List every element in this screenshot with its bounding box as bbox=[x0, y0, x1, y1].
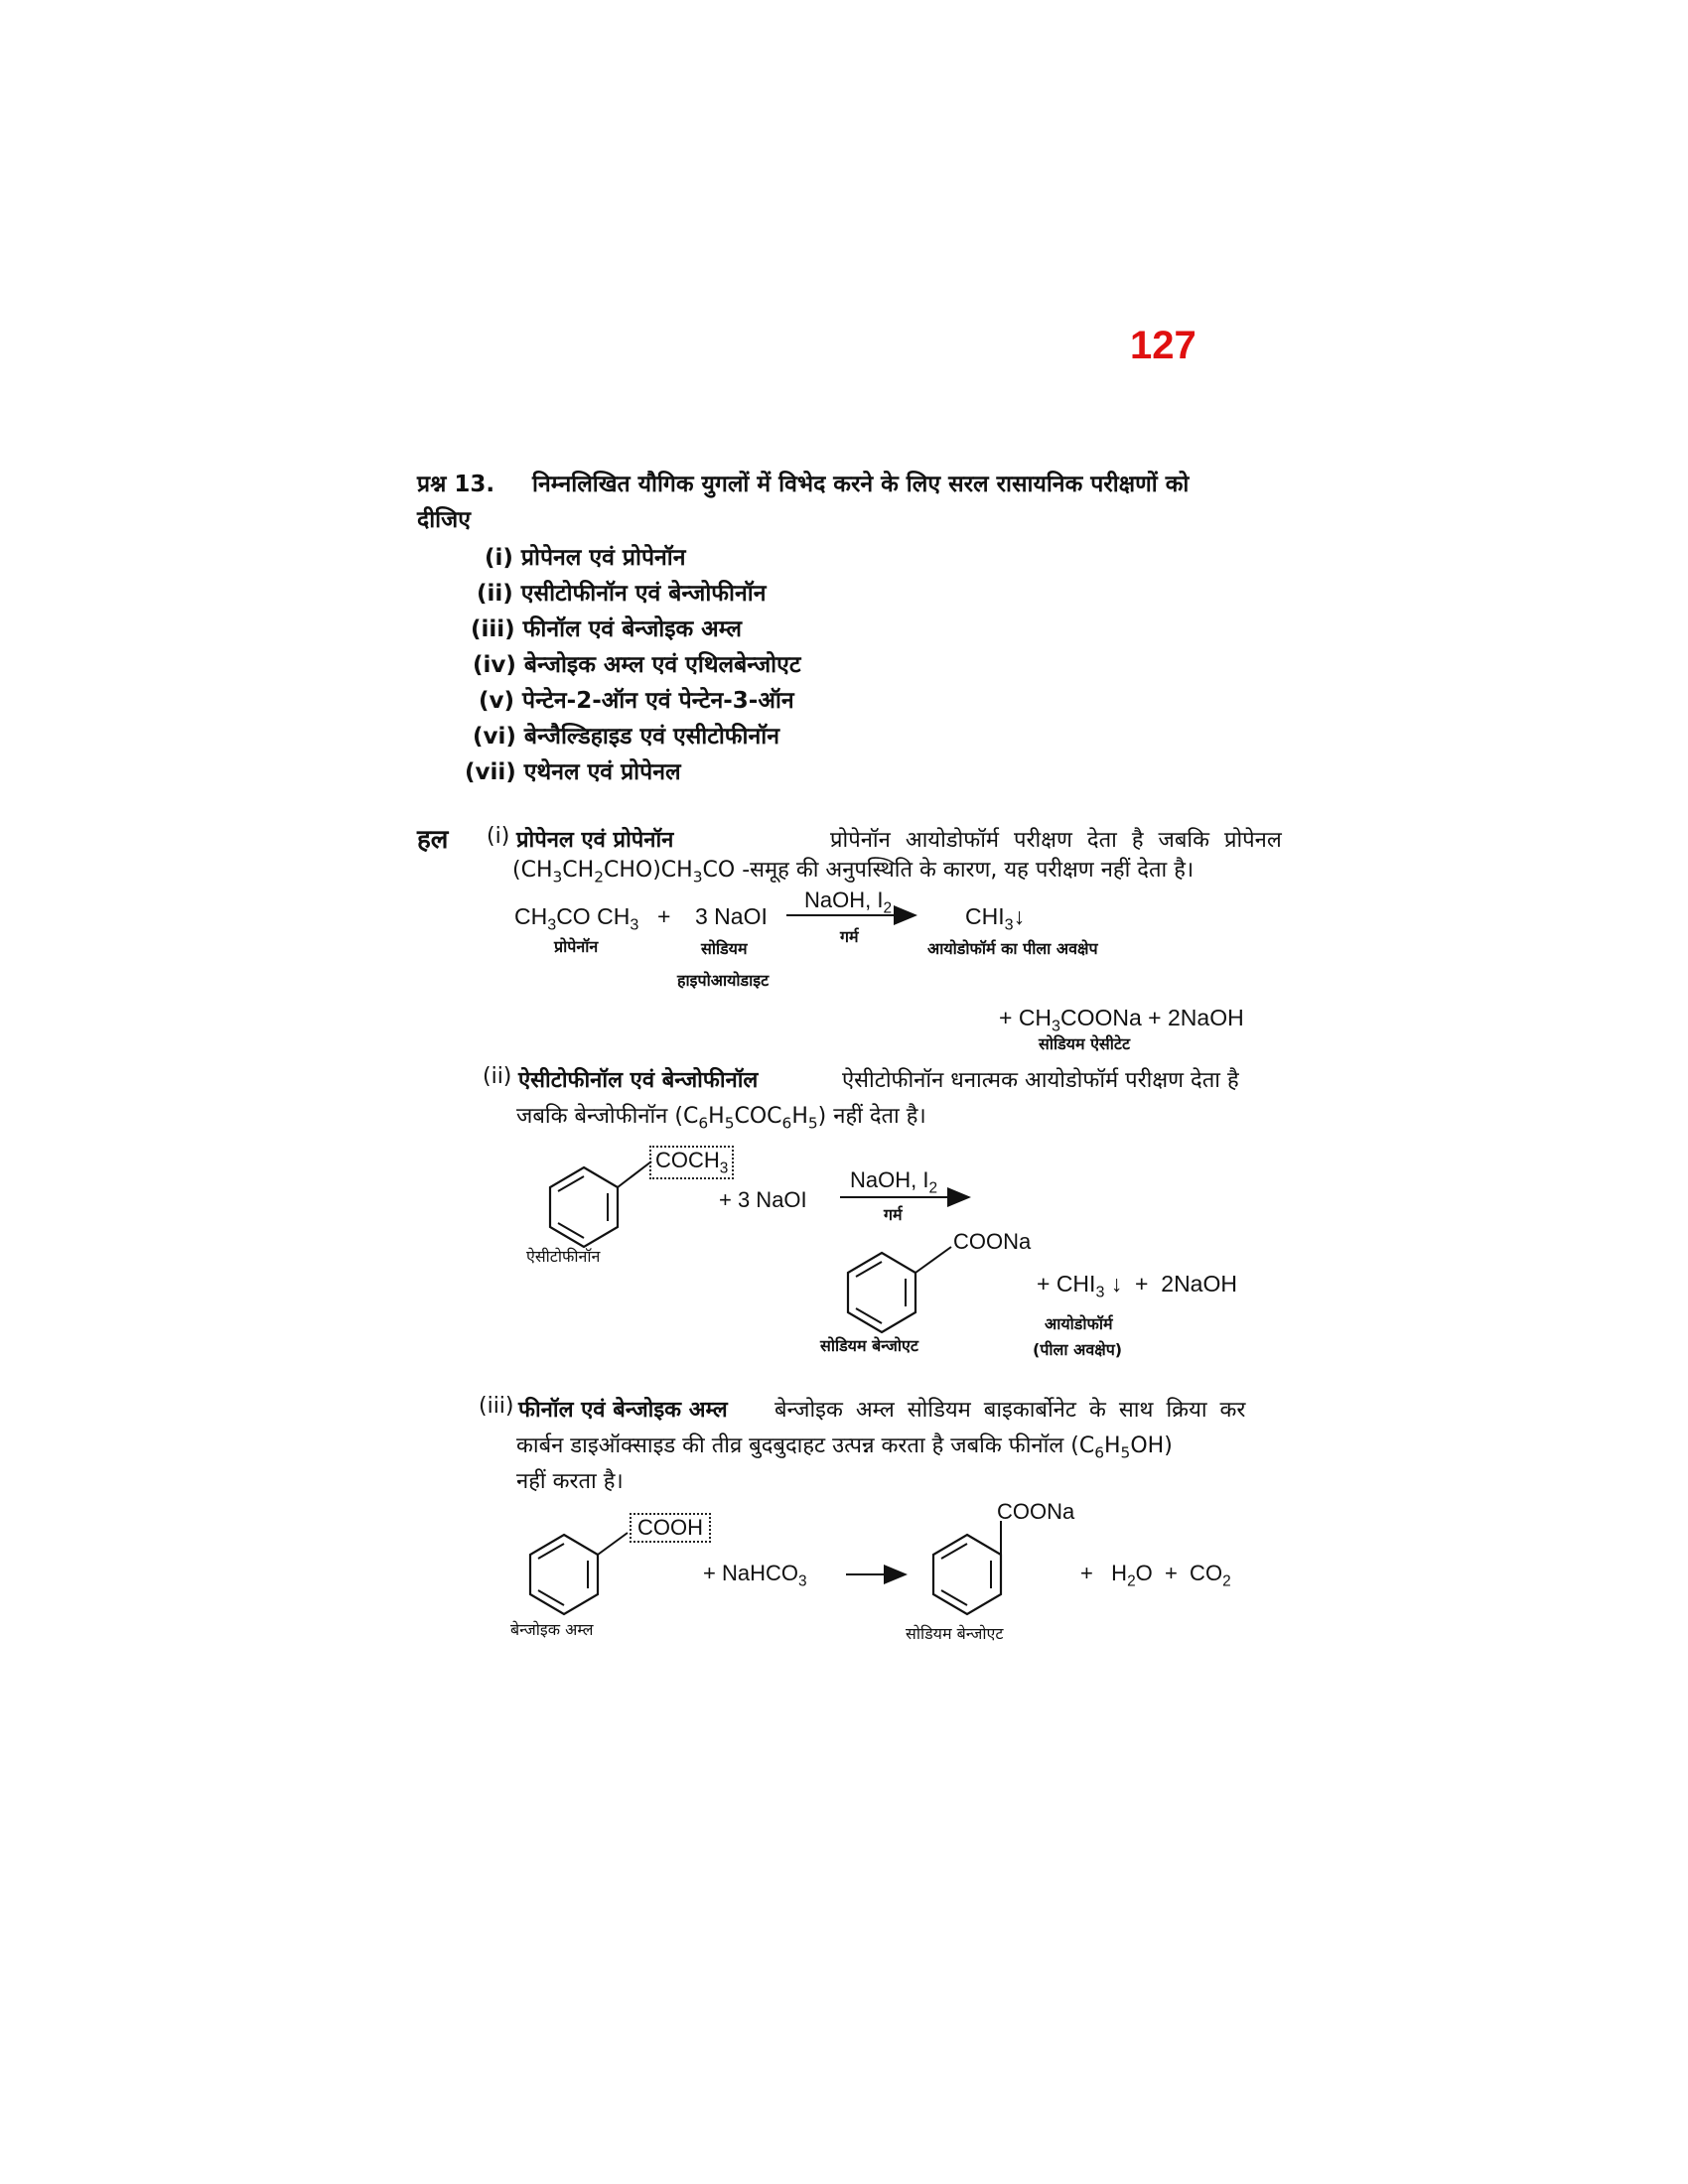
part2-text2: जबकि बेन्जोफीनॉन $(C_6H_5COC_6H_5)$ नहीं देता है। bbox=[516, 1104, 926, 1133]
eq2-byproducts: + $CHI_3$ ↓ + 2NaOH bbox=[1037, 1271, 1237, 1301]
eq1-product-line2: + $CH_3COONa$ + 2NaOH bbox=[999, 1005, 1244, 1035]
eq3-product-group: COONa bbox=[997, 1499, 1075, 1524]
benzene-ring-acetophenone bbox=[550, 1161, 651, 1247]
eq2-product-group: COONa bbox=[953, 1229, 1032, 1254]
eq2-group: $COCH_3$ bbox=[649, 1146, 734, 1179]
eq2-label-by2: (पीला अवक्षेप) bbox=[1033, 1340, 1123, 1359]
option-1: (i) प्रोपेनल एवं प्रोपेनॉन bbox=[485, 545, 686, 571]
question-label: प्रश्न 13. bbox=[417, 472, 495, 497]
part3-number: (iii) bbox=[479, 1394, 514, 1419]
eq1-label-r2a: सोडियम bbox=[701, 939, 748, 958]
part3-heading: फीनॉल एवं बेन्जोइक अम्ल bbox=[518, 1398, 728, 1423]
benzene-ring-sodium-benzoate-2 bbox=[933, 1521, 1001, 1614]
eq2-label-product: सोडियम बेन्जोएट bbox=[820, 1336, 918, 1355]
eq2-label-reactant: ऐसीटोफीनॉन bbox=[526, 1247, 601, 1266]
eq3-byproducts: + $H_2O + CO_2$ bbox=[1080, 1561, 1231, 1590]
part1-number: (i) bbox=[487, 824, 510, 849]
option-2: (ii) एसीटोफीनॉन एवं बेन्जोफीनॉन bbox=[477, 581, 767, 607]
part2-text1: ऐसीटोफीनॉन धनात्मक आयोडोफॉर्म परीक्षण देता है bbox=[842, 1068, 1239, 1093]
eq2-plus: + 3 NaOI bbox=[719, 1187, 807, 1212]
option-4: (iv) बेन्जोइक अम्ल एवं एथिलबेन्जोएट bbox=[473, 652, 801, 678]
part2-heading: ऐसीटोफीनॉल एवं बेन्जोफीनॉल bbox=[518, 1068, 759, 1093]
eq2-condition: गर्म bbox=[884, 1205, 903, 1224]
part3-text1: बेन्जोइक अम्ल सोडियम बाइकार्बोनेट के साथ क्रिया कर bbox=[774, 1398, 1246, 1423]
eq3-label-reactant: बेन्जोइक अम्ल bbox=[510, 1620, 594, 1639]
question-text-line2: दीजिए bbox=[417, 507, 471, 533]
option-5: (v) पेन्टेन-2-ऑन एवं पेन्टेन-3-ऑन bbox=[479, 688, 794, 714]
eq2-reagent: NaOH, $I_2$ bbox=[850, 1167, 938, 1197]
eq3-reagent: + NaHCO$_3$ bbox=[703, 1561, 807, 1590]
part3-text3: नहीं करता है। bbox=[516, 1469, 624, 1494]
eq1-label-r2b: हाइपोआयोडाइट bbox=[677, 971, 770, 990]
eq1-condition: गर्म bbox=[840, 927, 859, 946]
eq1-product1: $CHI_3↓$ bbox=[965, 903, 1026, 934]
eq3-group: COOH bbox=[630, 1513, 711, 1543]
eq1-plus: + bbox=[657, 903, 671, 929]
part2-number: (ii) bbox=[483, 1064, 512, 1089]
option-6: (vi) बेन्जैल्डिहाइड एवं एसीटोफीनॉन bbox=[473, 724, 779, 750]
eq1-label-p1: आयोडोफॉर्म का पीला अवक्षेप bbox=[927, 939, 1098, 958]
part1-text1: प्रोपेनॉन आयोडोफॉर्म परीक्षण देता है जबकि प्रोपेनल bbox=[830, 828, 1282, 853]
eq1-reactant1: $CH_3CO$ $CH_3$ bbox=[514, 903, 639, 934]
eq1-reagent: NaOH, $I_2$ bbox=[804, 887, 893, 917]
question-text-line1: निम्नलिखित यौगिक युगलों में विभेद करने के लिए सरल रासायनिक परीक्षणों को bbox=[532, 472, 1190, 497]
page-number: 127 bbox=[1130, 324, 1196, 367]
part3-text2: कार्बन डाइऑक्साइड की तीव्र बुदबुदाहट उत्पन्न करता है जबकि फीनॉल $(C_6H_5OH)$ bbox=[516, 1433, 1173, 1462]
eq1-reactant2: 3 NaOI bbox=[695, 903, 768, 929]
benzene-ring-benzoic-acid bbox=[530, 1533, 628, 1614]
eq2-label-by1: आयोडोफॉर्म bbox=[1045, 1314, 1113, 1333]
benzene-ring-sodium-benzoate bbox=[848, 1247, 951, 1332]
solution-label: हल bbox=[417, 825, 449, 855]
part1-heading: प्रोपेनल एवं प्रोपेनॉन bbox=[516, 828, 674, 853]
eq3-label-product: सोडियम बेन्जोएट bbox=[906, 1624, 1004, 1643]
option-3: (iii) फीनॉल एवं बेन्जोइक अम्ल bbox=[471, 616, 742, 642]
option-7: (vii) एथेनल एवं प्रोपेनल bbox=[465, 759, 681, 785]
eq1-label-r1: प्रोपेनॉन bbox=[554, 937, 599, 956]
part1-text2: $(CH_3CH_2CHO)CH_3CO$ -समूह की अनुपस्थिति के कारण, यह परीक्षण नहीं देता है। bbox=[512, 858, 1195, 887]
eq1-label-p2: सोडियम ऐसीटेट bbox=[1039, 1034, 1131, 1053]
